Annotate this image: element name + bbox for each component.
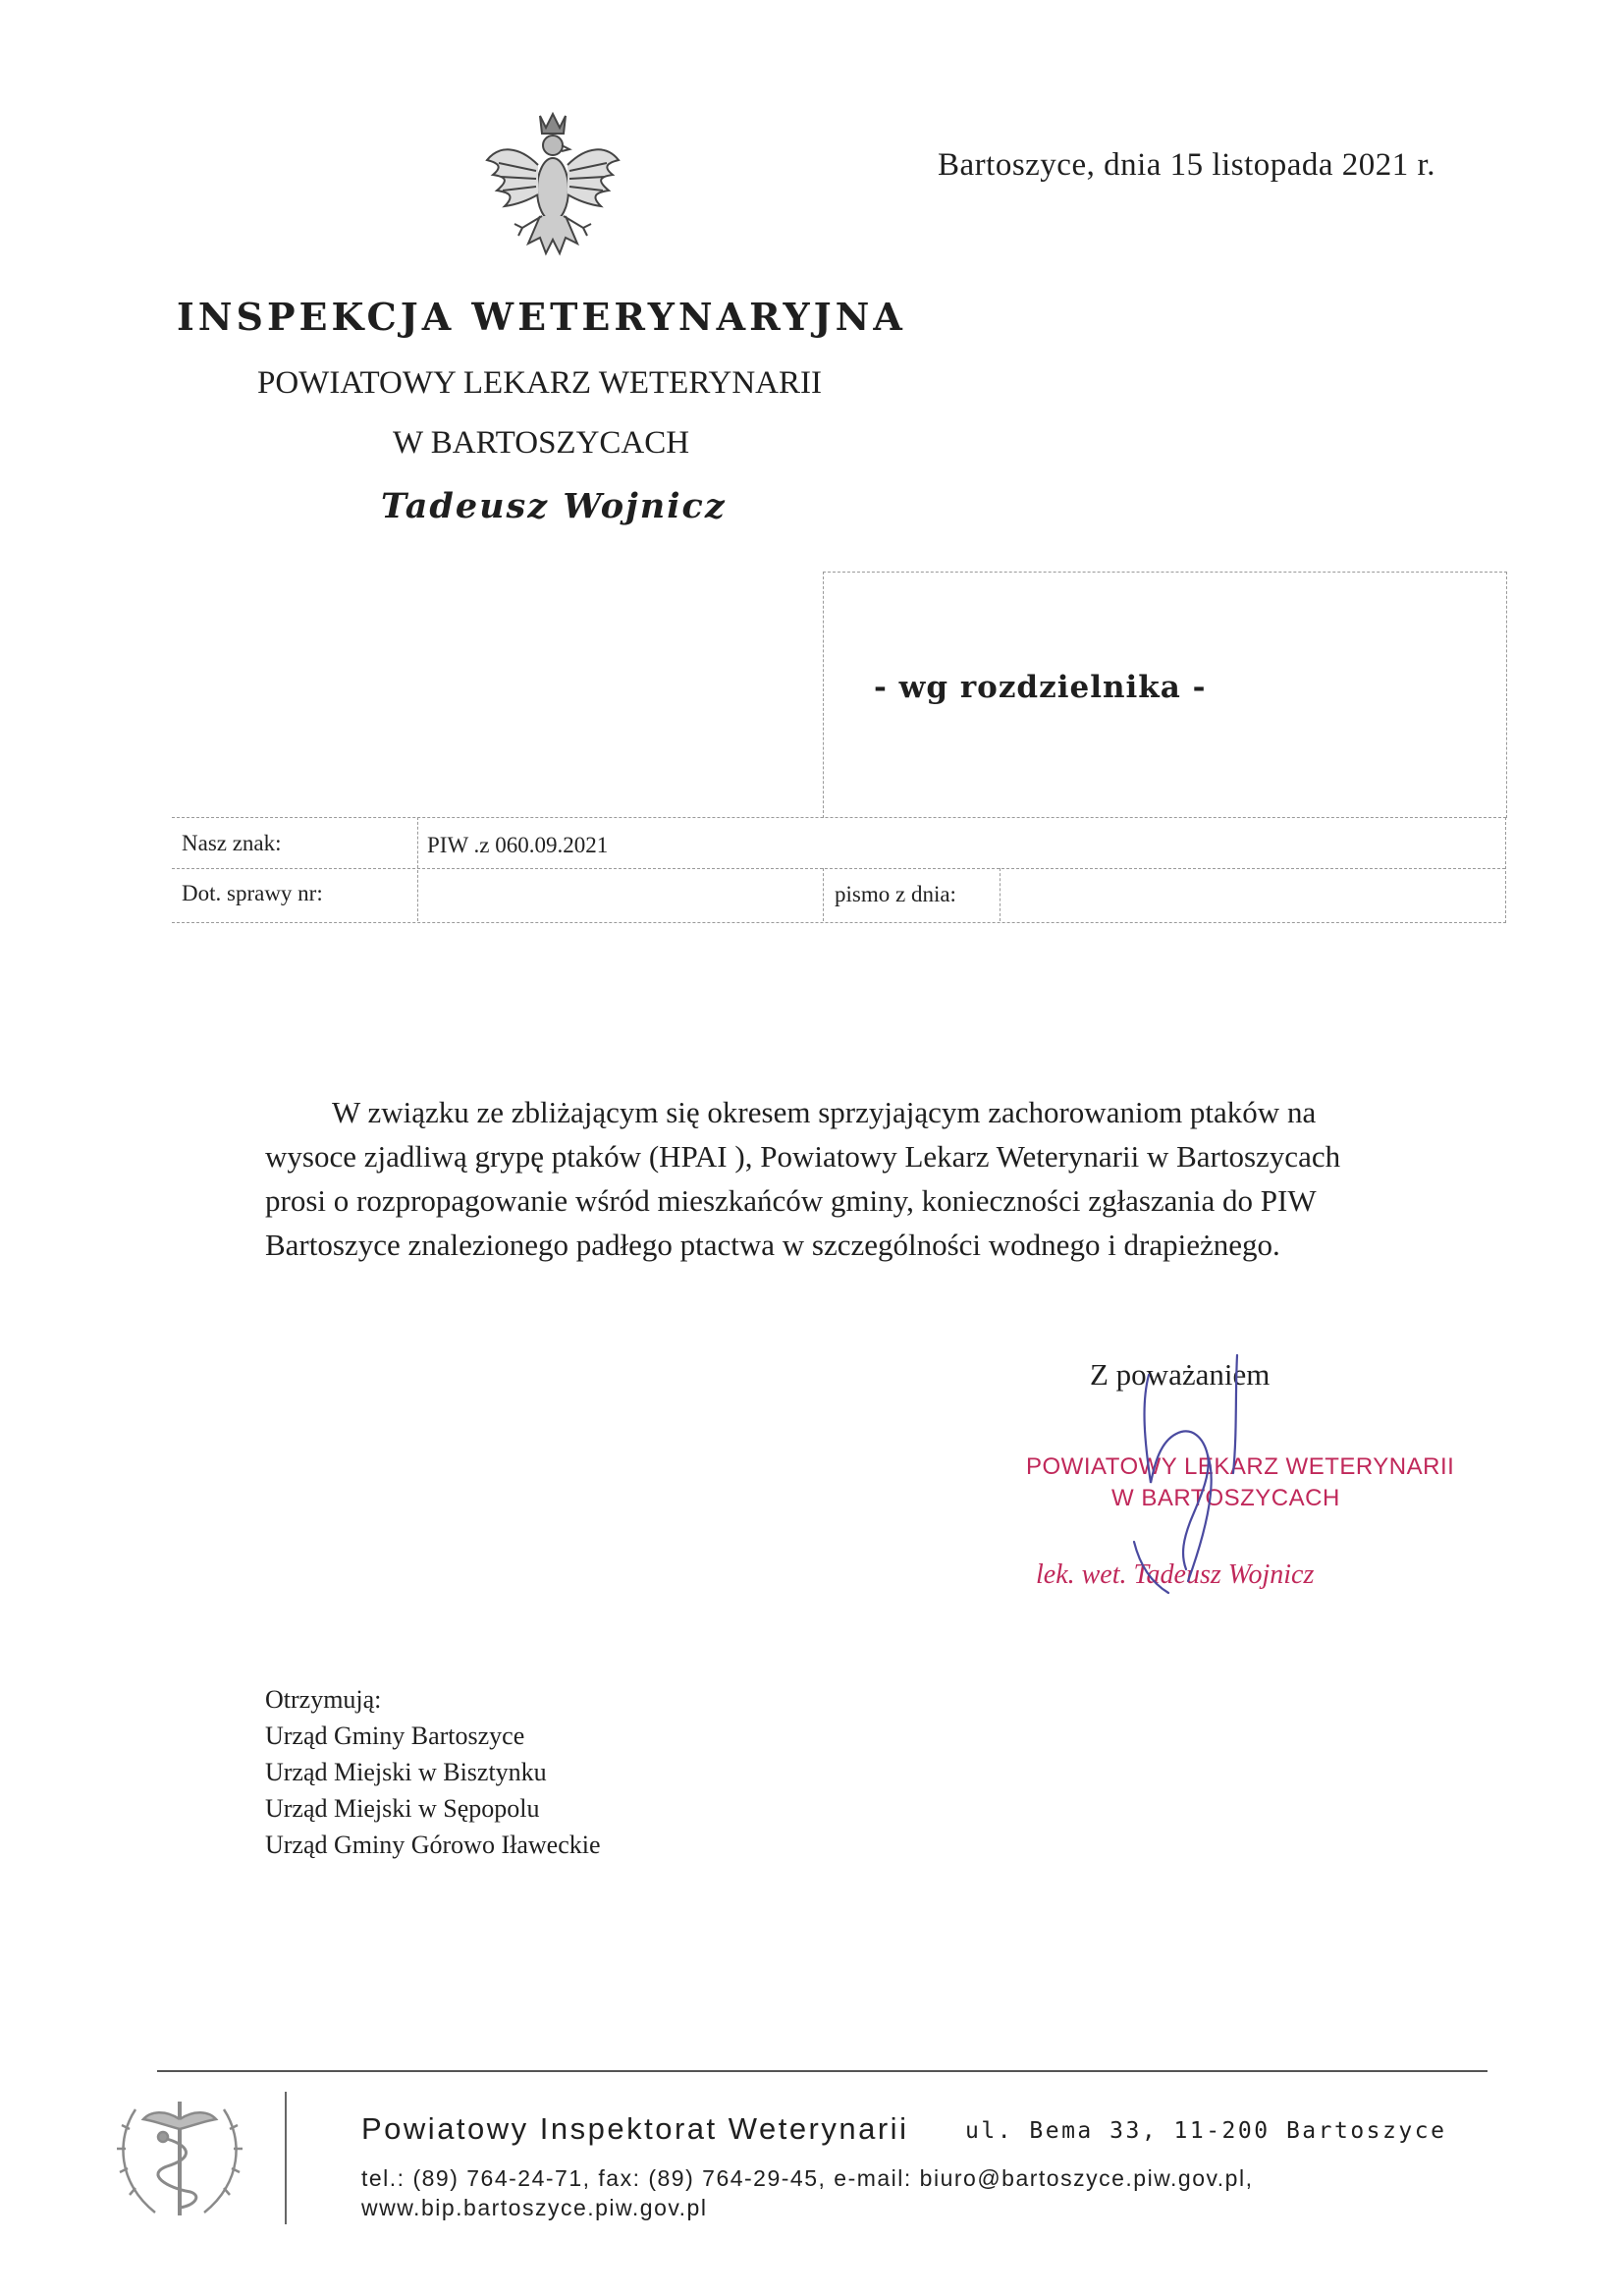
footer-contact-line: tel.: (89) 764-24-71, fax: (89) 764-29-45, e-mail: biuro@bartoszyce.piw.gov.pl, [361, 2165, 1254, 2191]
recipient-item: Urząd Miejski w Bisztynku [265, 1758, 547, 1786]
office-location: W BARTOSZYCACH [393, 425, 690, 461]
polish-eagle-icon [479, 106, 626, 273]
official-name: Tadeusz Wojnicz [381, 486, 727, 526]
letter-date: Bartoszyce, dnia 15 listopada 2021 r. [938, 147, 1435, 183]
reference-column-divider [823, 868, 824, 921]
body-line: prosi o rozpropagowanie wśród mieszkańców gminy, konieczności zgłaszania do PIW [265, 1183, 1317, 1218]
closing-regards: Z poważaniem [1090, 1357, 1271, 1392]
stamp-name: lek. wet. Tadeusz Wojnicz [1036, 1559, 1315, 1590]
organization-name: INSPEKCJA WETERYNARYJNA [177, 295, 906, 339]
footer-contact [361, 2163, 1253, 2222]
recipient-text: - wg rozdzielnika - [874, 670, 1207, 705]
office-title: POWIATOWY LEKARZ WETERYNARII [257, 365, 822, 401]
footer-separator [285, 2092, 287, 2224]
footer-address: ul. Bema 33, 11-200 Bartoszyce [965, 2118, 1447, 2144]
caduceus-icon [106, 2090, 253, 2227]
our-ref-label: Nasz znak: [182, 831, 282, 855]
recipient-item: Urząd Gminy Bartoszyce [265, 1722, 525, 1750]
body-line: Bartoszyce znalezionego padłego ptactwa w szczególności wodnego i drapieżnego. [265, 1228, 1280, 1262]
stamp-title: POWIATOWY LEKARZ WETERYNARII [1026, 1453, 1455, 1480]
letter-date-label: pismo z dnia: [835, 882, 956, 906]
letter-body [265, 1090, 1473, 1267]
footer-institution: Powiatowy Inspektorat Weterynarii [361, 2111, 909, 2146]
signature [1090, 1336, 1316, 1620]
footer-divider [157, 2070, 1488, 2072]
reference-table-divider [172, 868, 1505, 869]
body-line: W związku ze zbliżającym się okresem sprzyjającym zachorowaniom ptaków na [332, 1095, 1317, 1129]
reference-column-divider [1000, 868, 1001, 921]
reference-column-divider [417, 817, 418, 921]
recipient-item: Urząd Miejski w Sępopolu [265, 1794, 540, 1823]
footer-website: www.bip.bartoszyce.piw.gov.pl [361, 2195, 708, 2220]
recipient-item: Urząd Gminy Górowo Iławeckie [265, 1831, 601, 1859]
recipients-heading: Otrzymują: [265, 1685, 382, 1714]
stamp-location: W BARTOSZYCACH [1111, 1485, 1340, 1511]
our-ref-value: PIW .z 060.09.2021 [427, 833, 609, 857]
body-line: wysoce zjadliwą grypę ptaków (HPAI ), Powiatowy Lekarz Weterynarii w Bartoszycach [265, 1139, 1341, 1174]
recipients-list [265, 1681, 601, 1863]
case-number-label: Dot. sprawy nr: [182, 881, 323, 905]
